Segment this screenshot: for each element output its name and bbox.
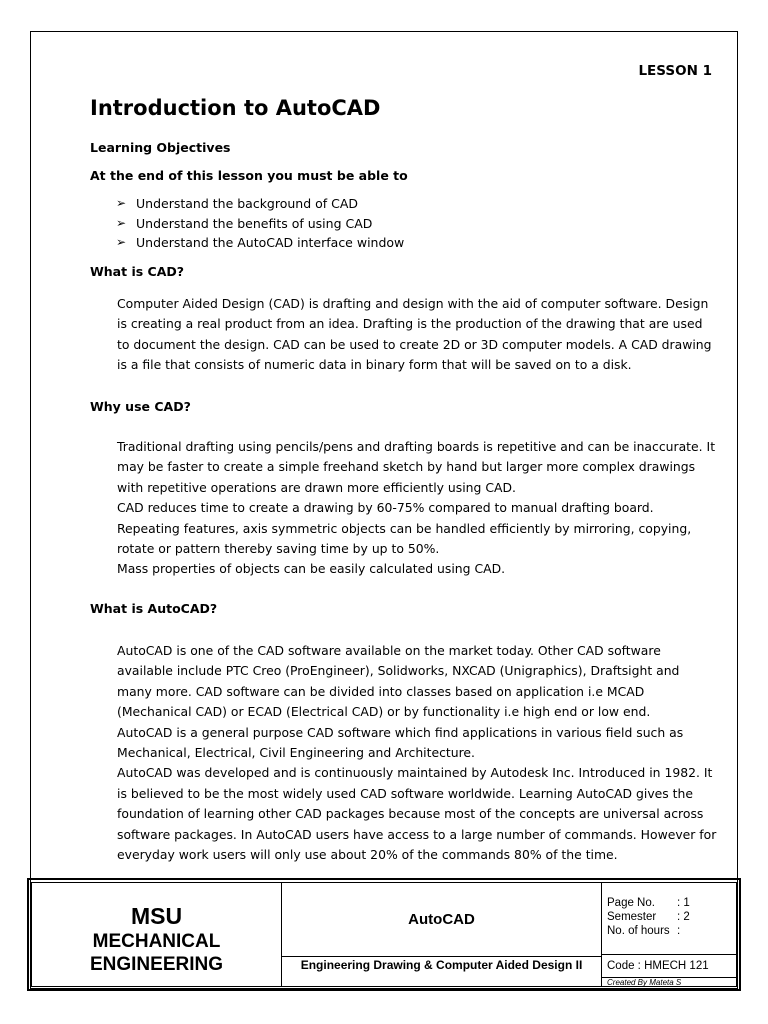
objectives-intro: At the end of this lesson you must be able to: [90, 168, 408, 183]
list-item: ➢ Understand the background of CAD: [116, 194, 404, 214]
department-line-2: ENGINEERING: [89, 954, 224, 975]
hours-value: :: [677, 925, 681, 937]
info-block: [602, 883, 736, 986]
title-block-footer: [27, 878, 741, 991]
page-number-value: : 1: [677, 897, 690, 909]
what-is-cad-body: Computer Aided Design (CAD) is drafting and design with the aid of computer software. Design is creating a real product from an idea. Drafting is the production of the drawing that are used to document the design. CAD can be used to create 2D or 3D computer models. A CAD drawing is a file that consists of numeric data in binary form that will be saved on to a disk.: [117, 296, 712, 373]
course-code: Code : HMECH 121: [602, 954, 736, 978]
arrow-bullet-icon: ➢: [116, 215, 127, 230]
list-item: ➢ Understand the AutoCAD interface window: [116, 233, 404, 253]
arrow-bullet-icon: ➢: [116, 196, 127, 210]
what-is-autocad-body: AutoCAD is one of the CAD software available on the market today. Other CAD software available include PTC Creo (ProEngineer), Solidworks, NXCAD (Unigraphics), Draftsight and many more. CAD software can be divided into classes based on application i.e MCAD (Mechanical CAD) or ECAD (Electrical CAD) or by functionality i.e high end or low end. AutoCAD is a general purpose CAD software which find applications in various field such as Mechanical, Electrical, Civil Engineering and Architecture. AutoCAD was developed and is continuously maintained by Autodesk Inc. Introduced in 1982. It is believed to be the most widely used CAD software worldwide. Learning AutoCAD gives the foundation of learning other CAD packages because most of the concepts are universal across software packages. In AutoCAD users have access to a large number of commands. However for everyday work users will only use about 20% of the commands 80% of the time.: [117, 643, 717, 863]
what-is-cad-heading: What is CAD?: [90, 264, 185, 279]
subject-block: [282, 883, 602, 986]
subject-name: AutoCAD: [282, 883, 601, 957]
university-name: MSU: [130, 903, 183, 929]
semester-value: : 2: [677, 911, 690, 923]
list-item: ➢ Understand the benefits of using CAD: [116, 214, 404, 234]
learning-objectives-heading: Learning Objectives: [90, 140, 231, 155]
semester-label: Semester: [607, 911, 657, 923]
page-number-label: Page No.: [607, 897, 655, 909]
created-by: Created By Mateta S: [607, 978, 682, 987]
why-use-cad-body: Traditional drafting using pencils/pens and drafting boards is repetitive and can be inaccurate. It may be faster to create a simple freehand sketch by hand but larger more complex drawings with repetitive operations are drawn more efficiently using CAD. CAD reduces time to create a drawing by 60-75% compared to manual drafting board. Repeating features, axis symmetric objects can be handled efficiently by mirroring, copying, rotate or pattern thereby saving time by up to 50%. Mass properties of objects can be easily calculated using CAD.: [117, 439, 716, 577]
course-name: Engineering Drawing & Computer Aided Design II: [300, 958, 583, 972]
department-line-1: MECHANICAL: [92, 931, 221, 952]
objectives-list: [116, 194, 404, 253]
what-is-autocad-heading: What is AutoCAD?: [90, 601, 218, 616]
page-title: Introduction to AutoCAD: [90, 96, 381, 120]
arrow-bullet-icon: ➢: [116, 235, 127, 249]
department-block: [32, 883, 282, 986]
why-use-cad-heading: Why use CAD?: [90, 399, 191, 414]
hours-label: No. of hours: [607, 925, 670, 937]
lesson-label: LESSON 1: [638, 63, 712, 79]
